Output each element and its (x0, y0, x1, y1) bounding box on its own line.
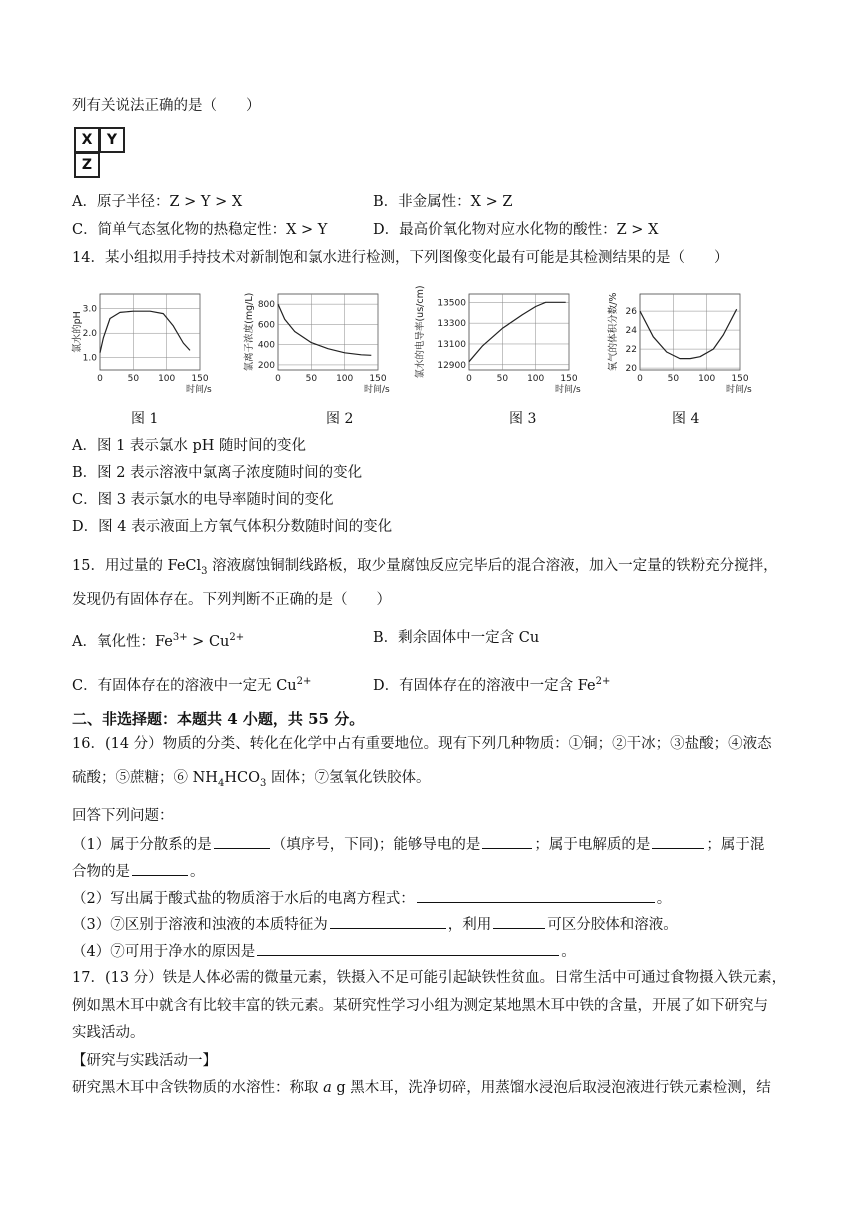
q16-p1-d: ；属于混 (706, 837, 765, 853)
x-axis-label: 时间/s (726, 385, 752, 394)
q16-part1-line1 (72, 834, 764, 855)
q16-part3 (72, 914, 678, 935)
x-tick-label: 0 (466, 374, 472, 384)
q16-line2-pre: 硫酸；⑤蔗糖；⑥ NH (72, 770, 218, 786)
y-tick-label: 12900 (437, 360, 466, 371)
y-tick-label: 22 (625, 345, 637, 356)
q16-p1-c: ；属于电解质的是 (534, 837, 651, 853)
section-two-heading: 二、非选择题：本题共 4 小题，共 55 分。 (72, 710, 365, 728)
q13-stem-tail: 列有关说法正确的是（ ） (72, 98, 261, 114)
y-tick-label: 13500 (437, 298, 466, 309)
q15-option-d (373, 672, 610, 696)
q16-p3-a: （3）⑦区别于溶液和浊液的本质特征为 (72, 917, 328, 933)
q13-option-d: D．最高价氧化物对应水化物的酸性：Z > X (373, 222, 659, 238)
figure-caption-4: 图 4 (672, 411, 700, 427)
q15-d-sup: 2+ (595, 676, 611, 687)
y-axis-label: 氯离子浓度(mg/L) (244, 292, 255, 372)
chart-figure-4 (604, 282, 774, 394)
figure-caption-2: 图 2 (326, 411, 354, 427)
q16-part2 (72, 888, 671, 909)
q17-activity-heading: 【研究与实践活动一】 (72, 1053, 217, 1069)
x-axis-label: 时间/s (555, 385, 581, 394)
q16-p3-b: ，利用 (447, 917, 492, 933)
q14-option-a: A．图 1 表示氯水 pH 随时间的变化 (72, 438, 307, 454)
y-tick-label: 24 (625, 326, 637, 337)
x-tick-label: 50 (127, 374, 140, 384)
q15-a-sup2: 2+ (229, 632, 245, 643)
q17-line4 (72, 1078, 771, 1098)
q16-p1-f: 。 (190, 864, 205, 880)
q15-c-sup: 2+ (296, 676, 312, 687)
answer-blank[interactable] (132, 861, 188, 876)
x-tick-label: 150 (560, 374, 578, 384)
y-tick-label: 600 (257, 320, 275, 331)
q15-a-pre: A．氧化性：Fe (72, 633, 173, 650)
q16-p1-e: 合物的是 (72, 864, 130, 880)
x-tick-label: 50 (496, 374, 509, 384)
q15-option-b: B．剩余固体中一定含 Cu (373, 630, 540, 646)
y-tick-label: 200 (257, 360, 275, 371)
grid-cell-x: X (74, 127, 100, 153)
y-axis-label: 氧气的体积分数/% (608, 292, 619, 372)
y-tick-label: 13100 (437, 339, 466, 350)
q16-line2 (72, 768, 430, 794)
q15-stem-pre: 15．用过量的 (72, 558, 168, 574)
q17-line2: 例如黑木耳中就含有比较丰富的铁元素。某研究性学习小组为测定某地黑木耳中铁的含量，开展了如下研究与 (72, 998, 768, 1014)
data-line (469, 302, 566, 361)
x-tick-label: 100 (158, 374, 176, 384)
x-axis-label: 时间/s (186, 385, 212, 394)
q13-option-b: B．非金属性：X > Z (373, 194, 513, 210)
x-tick-label: 150 (731, 374, 749, 384)
q14-option-b: B．图 2 表示溶液中氯离子浓度随时间的变化 (72, 465, 363, 481)
x-tick-label: 100 (336, 374, 354, 384)
q16-line1: 16．(14 分）物质的分类、转化在化学中占有重要地位。现有下列几种物质：①铜；②干冰；③盐酸；④液态 (72, 736, 772, 752)
chart-figure-2 (240, 282, 410, 394)
q15-stem-line1 (72, 556, 778, 582)
y-axis-label: 氯水的电导率(us/cm) (415, 285, 426, 379)
data-line (100, 311, 190, 353)
x-tick-label: 0 (97, 374, 103, 384)
q15-a-mid: > Cu (187, 633, 230, 650)
answer-blank[interactable] (257, 941, 559, 956)
q16-p2-a: （2）写出属于酸式盐的物质溶于水后的电离方程式： (72, 891, 415, 907)
y-tick-label: 13300 (437, 319, 466, 330)
q16-p1-a: （1）属于分散系的是 (72, 837, 212, 853)
q15-c-pre: C．有固体存在的溶液中一定无 Cu (72, 677, 297, 694)
q16-p2-b: 。 (656, 891, 672, 907)
x-tick-label: 100 (698, 374, 716, 384)
q16-p3-c: 可区分胶体和溶液。 (547, 917, 678, 933)
q15-d-pre: D．有固体存在的溶液中一定含 Fe (373, 677, 596, 694)
grid-cell-y: Y (99, 127, 125, 153)
q16-line2-post: 固体；⑦氢氧化铁胶体。 (266, 770, 431, 786)
x-tick-label: 150 (369, 374, 387, 384)
q15-chem: FeCl (167, 558, 202, 574)
figure-caption-3: 图 3 (509, 411, 537, 427)
x-tick-label: 150 (191, 374, 209, 384)
y-tick-label: 26 (625, 307, 637, 318)
x-tick-label: 50 (667, 374, 680, 384)
y-tick-label: 1.0 (82, 353, 97, 364)
y-tick-label: 3.0 (82, 304, 97, 315)
q14-option-d: D．图 4 表示液面上方氧气体积分数随时间的变化 (72, 519, 393, 535)
y-tick-label: 20 (625, 364, 637, 375)
q17-line4-pre: 研究黑木耳中含铁物质的水溶性：称取 (72, 1080, 324, 1096)
q15-stem-line2: 发现仍有固体存在。下列判断不正确的是（ ） (72, 592, 391, 608)
grid-cell-z: Z (74, 152, 100, 178)
q16-answer-intro: 回答下列问题： (72, 808, 174, 824)
q16-part1-line2 (72, 861, 205, 882)
q17-variable-a: a (323, 1080, 332, 1096)
y-axis-label: 氯水的pH (72, 311, 83, 353)
answer-blank[interactable] (417, 888, 655, 903)
q15-option-c (72, 672, 311, 696)
plot-frame (278, 294, 378, 370)
figure-caption-1: 图 1 (131, 411, 159, 427)
data-line (278, 304, 371, 355)
q16-sub1: 4 (217, 777, 225, 789)
q16-p4-a: （4）⑦可用于净水的原因是 (72, 944, 256, 960)
q17-line1: 17．(13 分）铁是人体必需的微量元素，铁摄入不足可能引起缺铁性贫血。日常生活中可通过食物摄入铁元素， (72, 970, 787, 986)
q16-line2-mid: HCO (224, 770, 260, 786)
x-tick-label: 0 (637, 374, 643, 384)
q14-option-c: C．图 3 表示氯水的电导率随时间的变化 (72, 492, 334, 508)
y-tick-label: 400 (257, 340, 275, 351)
answer-blank[interactable] (214, 834, 270, 849)
plot-frame (469, 294, 569, 370)
x-tick-label: 100 (527, 374, 545, 384)
q15-chem-sub: 3 (201, 565, 208, 577)
q16-sub2: 3 (259, 777, 267, 789)
q14-stem: 14．某小组拟用手持技术对新制饱和氯水进行检测，下列图像变化最有可能是其检测结果的是（ ） (72, 250, 729, 266)
q15-option-a (72, 628, 244, 652)
q13-option-a: A．原子半径：Z > Y > X (72, 194, 243, 210)
q16-part4 (72, 941, 576, 962)
answer-blank[interactable] (330, 914, 446, 929)
plot-frame (100, 294, 200, 370)
answer-blank[interactable] (493, 914, 545, 929)
y-tick-label: 2.0 (82, 329, 97, 340)
chart-figure-3 (413, 282, 588, 394)
y-tick-label: 800 (257, 300, 275, 311)
q17-line3: 实践活动。 (72, 1025, 145, 1041)
q16-p1-b: （填序号，下同)；能够导电的是 (271, 837, 481, 853)
x-tick-label: 0 (275, 374, 281, 384)
q17-line4-post: g 黑木耳，洗净切碎，用蒸馏水浸泡后取浸泡液进行铁元素检测，结 (331, 1080, 771, 1096)
q15-a-sup1: 3+ (172, 632, 188, 643)
q16-p4-b: 。 (561, 944, 576, 960)
chart-figure-1 (66, 282, 226, 394)
x-axis-label: 时间/s (364, 385, 390, 394)
answer-blank[interactable] (652, 834, 704, 849)
answer-blank[interactable] (482, 834, 532, 849)
data-line (640, 309, 737, 358)
q13-option-c: C．简单气态氢化物的热稳定性：X > Y (72, 222, 328, 238)
x-tick-label: 50 (305, 374, 318, 384)
q15-stem-post: 溶液腐蚀铜制线路板，取少量腐蚀反应完毕后的混合溶液，加入一定量的铁粉充分搅拌， (207, 558, 778, 574)
